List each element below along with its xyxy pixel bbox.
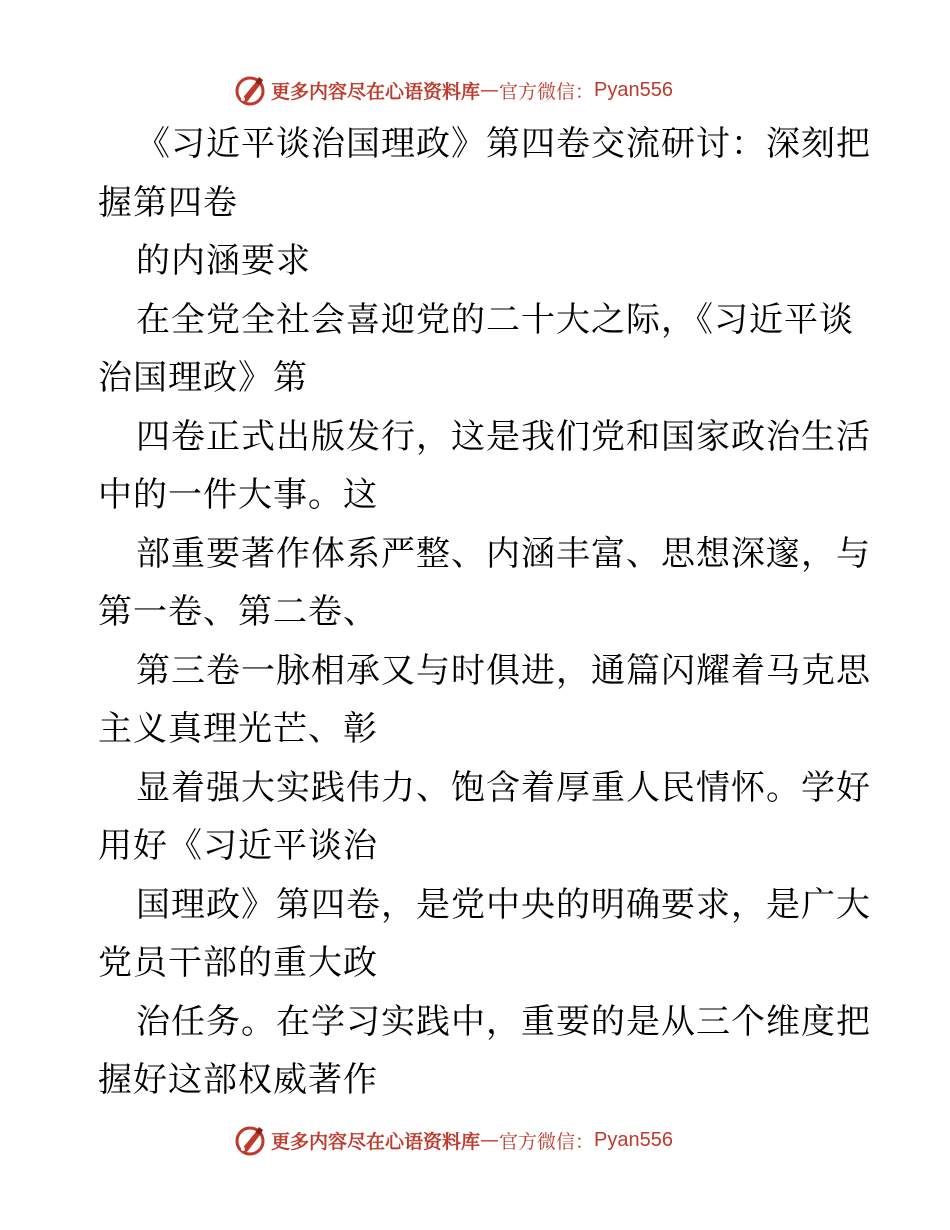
text-line: 用好《习近平谈治 <box>98 826 378 866</box>
text-line: 治国理政》第 <box>98 358 308 398</box>
banner-separator: — <box>480 79 500 101</box>
banner-separator: — <box>480 1129 500 1151</box>
header-banner <box>233 70 713 110</box>
text-line: 在全党全社会喜迎党的二十大之际，《习近平谈 <box>136 299 854 340</box>
pen-circle-logo-icon <box>233 73 267 107</box>
pen-circle-logo-icon <box>233 1123 267 1157</box>
banner-wechat-label: 官方微信： <box>499 80 595 103</box>
footer-banner <box>233 1120 713 1160</box>
text-line: 治任务。在学习实践中，重要的是从三个维度把 <box>136 1001 871 1042</box>
banner-wechat-label: 官方微信： <box>499 1130 595 1153</box>
text-line: 握好这部权威著作 <box>98 1060 378 1100</box>
banner-wechat-id: Pyan556 <box>594 1128 673 1151</box>
text-line: 第一卷、第二卷、 <box>98 592 378 632</box>
text-line: 《习近平谈治国理政》第四卷交流研讨：深刻把 <box>136 124 871 164</box>
text-line: 部重要著作体系严整、内涵丰富、思想深邃，与 <box>136 533 871 574</box>
text-line: 中的一件大事。这 <box>98 475 378 515</box>
text-line: 第三卷一脉相承又与时俱进，通篇闪耀着马克思 <box>136 650 871 691</box>
document-body <box>98 115 871 1110</box>
banner-wechat-id: Pyan556 <box>594 78 673 101</box>
text-line: 党员干部的重大政 <box>98 943 378 983</box>
text-line: 国理政》第四卷，是党中央的明确要求，是广大 <box>136 884 871 925</box>
text-line: 主义真理光芒、彰 <box>98 709 378 749</box>
text-line: 四卷正式出版发行，这是我们党和国家政治生活 <box>136 416 871 457</box>
banner-title: 更多内容尽在心语资料库 <box>271 1130 481 1153</box>
banner-title: 更多内容尽在心语资料库 <box>271 80 481 103</box>
text-line: 的内涵要求 <box>136 241 311 281</box>
text-line: 显着强大实践伟力、饱含着厚重人民情怀。学好 <box>136 767 871 808</box>
text-line: 握第四卷 <box>98 182 238 223</box>
